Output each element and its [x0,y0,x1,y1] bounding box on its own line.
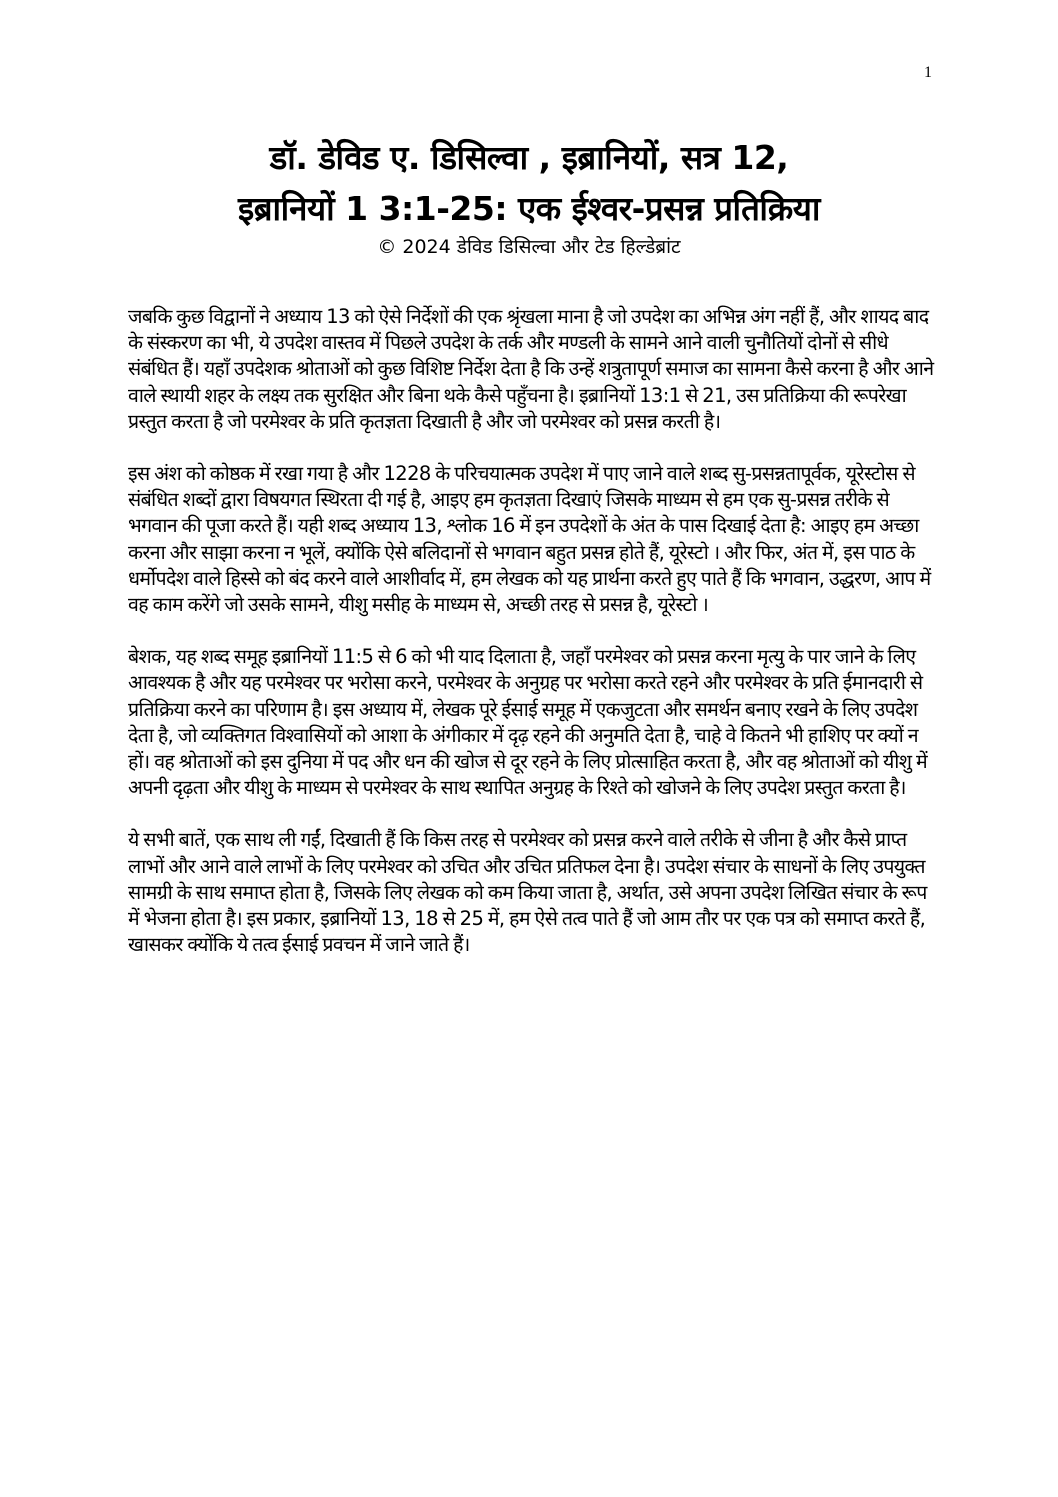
paragraph: ये सभी बातें, एक साथ ली गईं, दिखाती हैं कि किस तरह से परमेश्वर को प्रसन्न करने वाले तरीके से जीना है और कैसे प्राप्त लाभों और आने वाले लाभों के लिए परमेश्वर को उचित और उचित प्रतिफल देना है। उपदेश संचार के साधनों के लिए उपयुक्त सामग्री के साथ समाप्त होता है, जिसके लिए लेखक को कम किया जाता है, अर्थात, उसे अपना उपदेश लिखित संचार के रूप में भेजना होता है। इस प्रकार, इब्रानियों 13, 18 से 25 में, हम ऐसे तत्व पाते हैं जो आम तौर पर एक पत्र को समाप्त करते हैं, खासकर क्योंकि ये तत्व ईसाई प्रवचन में जाने जाते हैं। [128,828,927,957]
page-number: 1 [924,64,932,81]
copyright-line: © 2024 डेविड डिसिल्वा और टेड हिल्डेब्रांट [377,236,681,258]
paragraph: इस अंश को कोष्ठक में रखा गया है और 1228 के परिचयात्मक उपदेश में पाए जाने वाले शब्द सु-प्रसन्नतापूर्वक, यूरेस्टोस से संबंधित शब्दों द्वारा विषयगत स्थिरता दी गई है, आइए हम कृतज्ञता दिखाएं जिसके माध्यम से हम एक सु-प्रसन्न तरीके से भगवान की पूजा करते हैं। यही शब्द अध्याय 13, श्लोक 16 में इन उपदेशों के अंत के पास दिखाई देता है: आइए हम अच्छा करना और साझा करना न भूलें, क्योंकि ऐसे बलिदानों से भगवान बहुत प्रसन्न होते हैं, यूरेस्टो । और फिर, अंत में, इस पाठ के धर्मोपदेश वाले हिस्से को बंद करने वाले आशीर्वाद में, हम लेखक को यह प्रार्थना करते हुए पाते हैं कि भगवान, उद्धरण, आप में वह काम करेंगे जो उसके सामने, यीशु मसीह के माध्यम से, अच्छी तरह से प्रसन्न है, यूरेस्टो । [128,462,931,617]
document-header [0,132,1058,260]
paragraph: जबकि कुछ विद्वानों ने अध्याय 13 को ऐसे निर्देशों की एक श्रृंखला माना है जो उपदेश का अभिन्न अंग नहीं हैं, और शायद बाद के संस्करण का भी, ये उपदेश वास्तव में पिछले उपदेश के तर्क और मण्डली के सामने आने वाली चुनौतियों दोनों से सीधे संबंधित हैं। यहाँ उपदेशक श्रोताओं को कुछ विशिष्ट निर्देश देता है कि उन्हें शत्रुतापूर्ण समाज का सामना कैसे करना है और आने वाले स्थायी शहर के लक्ष्य तक सुरक्षित और बिना थके कैसे पहुँचना है। इब्रानियों 13:1 से 21, उस प्रतिक्रिया की रूपरेखा प्रस्तुत करता है जो परमेश्वर के प्रति कृतज्ञता दिखाती है और जो परमेश्वर को प्रसन्न करती है। [128,305,934,433]
title-line-1: डॉ. डेविड ए. डिसिल्वा , इब्रानियों, सत्र 12, [269,138,789,177]
paragraph: बेशक, यह शब्द समूह इब्रानियों 11:5 से 6 को भी याद दिलाता है, जहाँ परमेश्वर को प्रसन्न करना मृत्यु के पार जाने के लिए आवश्यक है और यह परमेश्वर पर भरोसा करने, परमेश्वर के अनुग्रह पर भरोसा करते रहने और परमेश्वर के प्रति ईमानदारी से प्रतिक्रिया करने का परिणाम है। इस अध्याय में, लेखक पूरे ईसाई समूह में एकजुटता और समर्थन बनाए रखने के लिए उपदेश देता है, जो व्यक्तिगत विश्वासियों को आशा के अंगीकार में दृढ़ रहने की अनुमति देता है, चाहे वे कितने भी हाशिए पर क्यों न हों। वह श्रोताओं को इस दुनिया में पद और धन की खोज से दूर रहने के लिए प्रोत्साहित करता है, और वह श्रोताओं को यीशु में अपनी दृढ़ता और यीशु के माध्यम से परमेश्वर के साथ स्थापित अनुग्रह के रिश्ते को खोजने के लिए उपदेश प्रस्तुत करता है। [128,645,928,800]
document-title [0,132,1058,234]
document-body [128,304,936,984]
title-line-2: इब्रानियों 1 3:1-25: एक ईश्वर-प्रसन्न प्रतिक्रिया [238,189,820,228]
